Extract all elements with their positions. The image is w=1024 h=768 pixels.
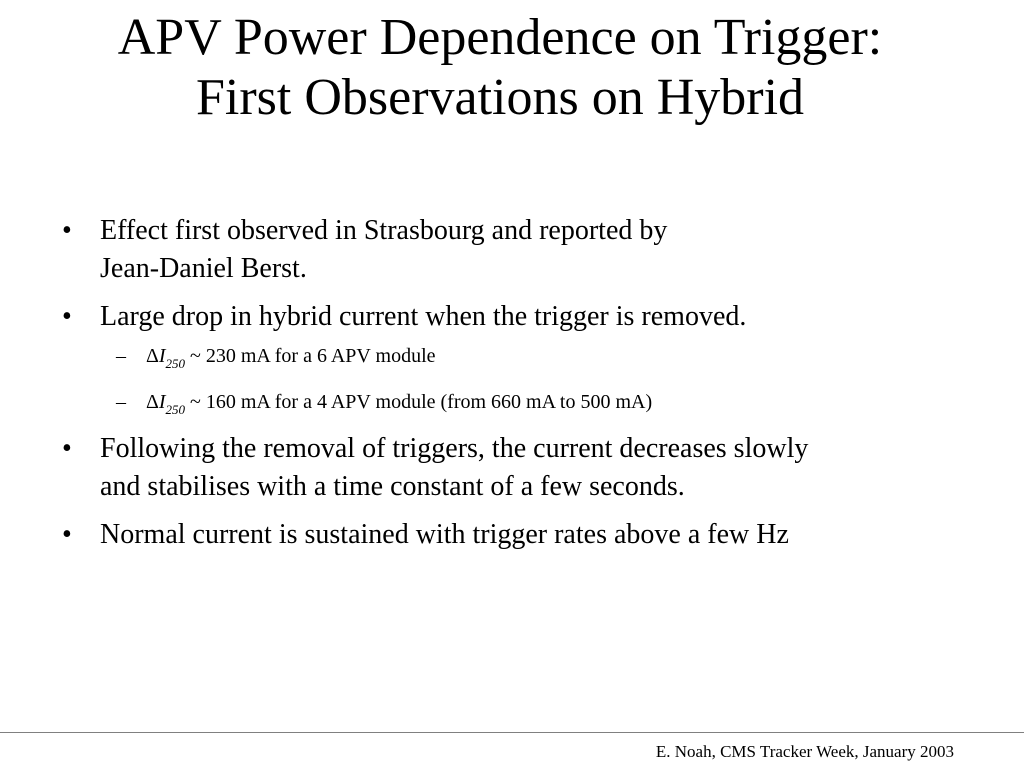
sub-bullet-dash: – — [116, 345, 126, 367]
bullet-marker: • — [62, 215, 72, 246]
delta-symbol: Δ — [146, 391, 159, 413]
footer-credit: E. Noah, CMS Tracker Week, January 2003 — [655, 742, 954, 761]
current-subscript: 250 — [165, 402, 186, 417]
bullet-text: Jean-Daniel Berst. — [100, 253, 307, 284]
bullet-text: and stabilises with a time constant of a few seconds. — [100, 471, 685, 502]
bullet-item — [0, 212, 1024, 288]
slide-title — [0, 8, 1000, 128]
current-subscript: 250 — [165, 356, 186, 371]
bullet-text: Following the removal of triggers, the current decreases slowly — [100, 433, 809, 464]
sub-bullet-item — [0, 388, 1024, 418]
bullet-item — [0, 516, 1024, 554]
title-line-2: First Observations on Hybrid — [195, 69, 805, 126]
bullet-text: Effect first observed in Strasbourg and reported by — [100, 215, 668, 246]
bullet-marker: • — [62, 519, 72, 550]
bullet-item — [0, 430, 1024, 506]
bullet-text: Large drop in hybrid current when the trigger is removed. — [100, 301, 747, 332]
sub-bullet-text: ~ 160 mA for a 4 APV module (from 660 mA to 500 mA) — [185, 391, 653, 413]
sub-bullet-item — [0, 342, 1024, 372]
footer-divider — [0, 732, 1024, 733]
sub-bullet-dash: – — [116, 391, 126, 413]
delta-symbol: Δ — [146, 345, 159, 367]
bullet-marker: • — [62, 301, 72, 332]
title-line-1: APV Power Dependence on Trigger: — [117, 9, 883, 66]
bullet-marker: • — [62, 433, 72, 464]
bullet-text: Normal current is sustained with trigger rates above a few Hz — [100, 519, 789, 550]
sub-bullet-text: ~ 230 mA for a 6 APV module — [185, 345, 436, 367]
bullet-item — [0, 298, 1024, 336]
current-symbol: I — [158, 345, 166, 367]
bullet-list — [0, 212, 1024, 564]
current-symbol: I — [158, 391, 166, 413]
